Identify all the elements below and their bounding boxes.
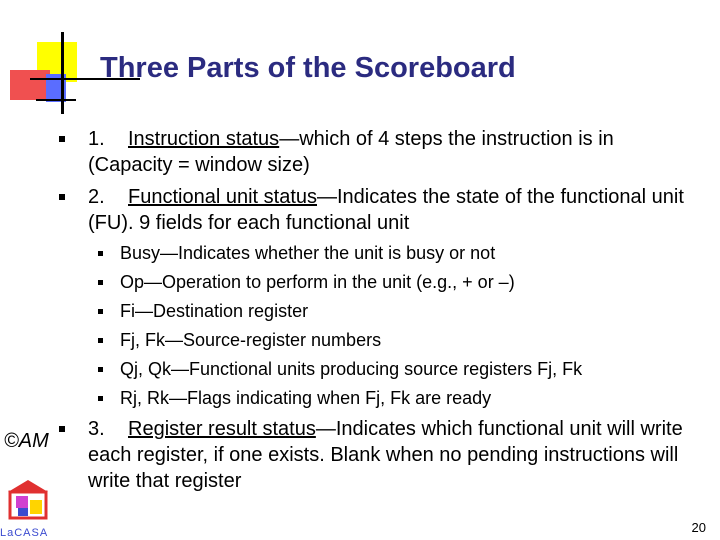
sub-item-text: Fi—Destination register [120, 301, 309, 321]
bullet-square-icon [59, 426, 65, 432]
list-item [98, 242, 582, 271]
item-1-text: —which of 4 steps the instruction is in (Capacity = window size) [88, 128, 614, 176]
logo-text: LaCASA [0, 527, 49, 539]
bullet-square-icon [98, 367, 103, 372]
sub-item-text: Op—Operation to perform in the unit (e.g., + or –) [120, 272, 515, 292]
item-2-term: Functional unit status [128, 186, 317, 208]
item-2 [88, 184, 700, 236]
sub-item-text: Rj, Rk—Flags indicating when Fj, Fk are ready [120, 388, 492, 408]
bullet-square-icon [98, 338, 103, 343]
sub-item-text: Busy—Indicates whether the unit is busy or not [120, 243, 496, 263]
bullet-square-icon [98, 396, 103, 401]
decor-red-square [10, 70, 50, 100]
item-2-text: —Indicates the state of the functional unit (FU). 9 fields for each functional unit [88, 186, 684, 234]
item-3 [88, 416, 700, 494]
decor-vertical-line [61, 32, 64, 114]
bullet-square-icon [59, 194, 65, 200]
sub-item-text: Fj, Fk—Source-register numbers [120, 330, 382, 350]
list-item [98, 387, 582, 416]
sub-item-text: Qj, Qk—Functional units producing source registers Fj, Fk [120, 359, 583, 379]
list-item [98, 300, 582, 329]
lacasa-logo-icon [6, 478, 50, 520]
list-item [98, 271, 582, 300]
item-1-number: 1. [88, 128, 105, 150]
list-item [98, 329, 582, 358]
decor-short-line [36, 99, 76, 101]
bullet-square-icon [98, 280, 103, 285]
slide-title: Three Parts of the Scoreboard [100, 52, 516, 84]
item-3-term: Register result status [128, 418, 316, 440]
fu-fields-list [98, 242, 582, 416]
page-number: 20 [691, 520, 706, 535]
copyright-mark: ©AM [4, 430, 49, 452]
item-1-term: Instruction status [128, 128, 280, 150]
item-3-number: 3. [88, 418, 105, 440]
bullet-square-icon [98, 251, 103, 256]
list-item [98, 358, 582, 387]
bullet-square-icon [59, 136, 65, 142]
item-3-text: —Indicates which functional unit will write each register, if one exists. Blank when no pending instructions will write that register [88, 418, 683, 492]
bullet-square-icon [98, 309, 103, 314]
item-2-number: 2. [88, 186, 105, 208]
item-1 [88, 126, 700, 178]
